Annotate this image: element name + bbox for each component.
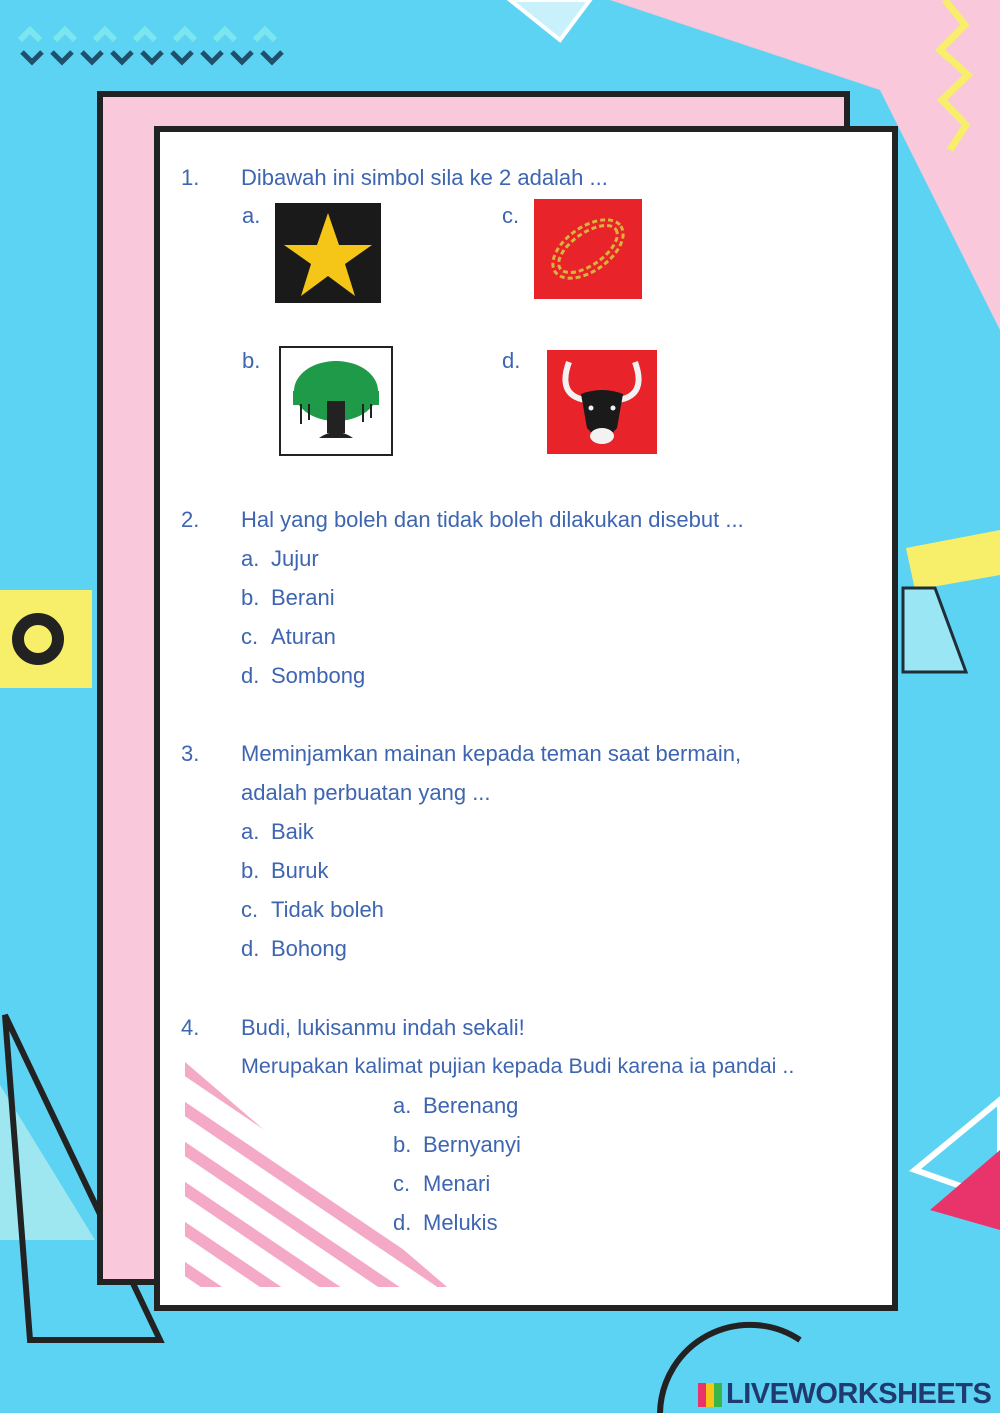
question-text-line-2: adalah perbuatan yang ... [241, 780, 491, 805]
option-d[interactable] [241, 656, 365, 695]
option-label: Tidak boleh [271, 897, 384, 922]
option-letter: c. [241, 624, 259, 649]
option-b[interactable] [241, 578, 335, 617]
option-letter: b. [393, 1132, 412, 1157]
chevron-pattern [22, 52, 282, 62]
question-text-line-1: Budi, lukisanmu indah sekali! [241, 1015, 525, 1040]
option-c[interactable] [241, 617, 336, 656]
option-letter: c. [393, 1171, 411, 1196]
option-d[interactable] [241, 929, 347, 968]
option-b[interactable] [241, 851, 328, 890]
option-label: Melukis [423, 1210, 498, 1235]
question-number: 1. [181, 165, 200, 190]
option-letter-a[interactable]: a. [242, 203, 261, 228]
triangle-top [510, 0, 590, 40]
question-2 [181, 500, 881, 700]
option-a[interactable] [241, 539, 319, 578]
option-label: Berani [271, 585, 335, 610]
outline-parallelogram [903, 588, 966, 672]
liveworksheets-logo-icon [698, 1383, 722, 1407]
yellow-cube-top [906, 530, 1000, 590]
option-letter: c. [241, 897, 259, 922]
question-text-line-2: Merupakan kalimat pujian kepada Budi karena ia pandai .. [241, 1054, 795, 1078]
question-text-line-1: Meminjamkan mainan kepada teman saat bermain, [241, 741, 742, 766]
option-label: Bohong [271, 936, 347, 961]
question-number: 3. [181, 741, 200, 766]
option-label: Sombong [271, 663, 366, 688]
option-letter: b. [241, 858, 260, 883]
chain-icon[interactable] [534, 199, 642, 299]
option-label: Baik [271, 819, 314, 844]
option-letter: a. [393, 1093, 412, 1118]
option-a[interactable] [393, 1086, 518, 1125]
option-label: Bernyanyi [423, 1132, 521, 1157]
bull-head-icon[interactable] [547, 350, 657, 454]
option-letter: d. [241, 663, 260, 688]
option-letter-b[interactable]: b. [242, 348, 261, 373]
option-letter: d. [241, 936, 260, 961]
banyan-tree-icon[interactable] [279, 346, 393, 456]
question-number: 2. [181, 507, 200, 532]
option-letter-c[interactable]: c. [502, 203, 520, 228]
watermark-text: LIVEWORKSHEETS [726, 1378, 992, 1410]
option-label: Aturan [271, 624, 336, 649]
question-1 [181, 158, 881, 198]
option-label: Jujur [271, 546, 319, 571]
option-label: Buruk [271, 858, 329, 883]
option-c[interactable] [393, 1164, 490, 1203]
option-b[interactable] [393, 1125, 521, 1164]
star-icon[interactable] [275, 203, 381, 303]
question-number: 4. [181, 1015, 200, 1040]
option-letter: a. [241, 819, 260, 844]
liveworksheets-watermark [698, 1378, 991, 1412]
option-label: Menari [423, 1171, 491, 1196]
option-d[interactable] [393, 1203, 498, 1242]
option-letter: d. [393, 1210, 412, 1235]
question-4 [181, 1008, 891, 1248]
option-c[interactable] [241, 890, 384, 929]
option-letter: a. [241, 546, 260, 571]
option-letter: b. [241, 585, 260, 610]
chevron-pattern-light [20, 30, 275, 40]
magenta-triangle [930, 1150, 1000, 1230]
option-letter-d[interactable]: d. [502, 348, 521, 373]
option-a[interactable] [241, 812, 314, 851]
option-label: Berenang [423, 1093, 519, 1118]
question-text: Hal yang boleh dan tidak boleh dilakukan disebut ... [241, 507, 744, 532]
question-text: Dibawah ini simbol sila ke 2 adalah ... [241, 165, 608, 190]
question-3 [181, 734, 881, 974]
